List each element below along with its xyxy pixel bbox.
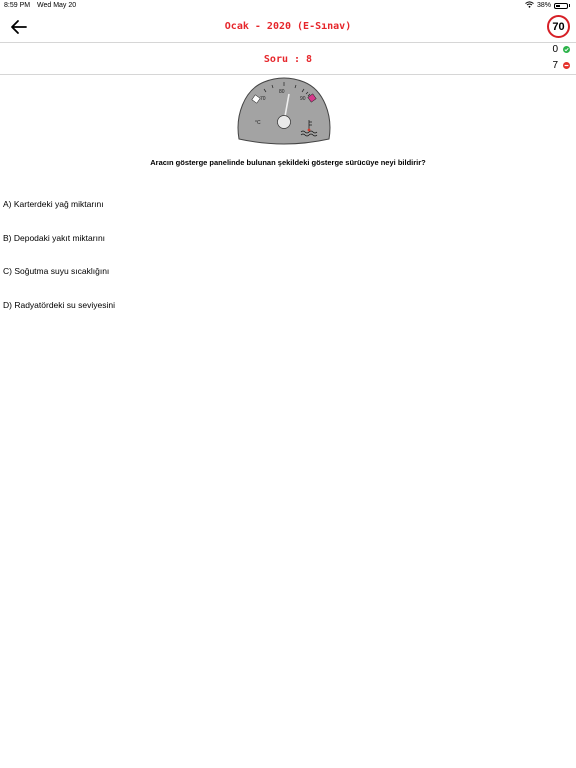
question-number: Soru : 8 [263,54,313,65]
status-bar [0,0,576,12]
gauge-mark-high: 90 [300,96,306,102]
check-icon [563,46,570,53]
wrong-count: 7 [552,60,558,71]
minus-icon [563,62,570,69]
temperature-gauge-image [234,76,334,148]
gauge-unit: °C [255,120,261,126]
question-text: Aracın gösterge panelinde bulunan şekildeki gösterge sürücüye neyi bildirir? [150,158,426,167]
battery-icon [554,3,568,9]
gauge-mark-mid: 80 [279,89,285,95]
correct-counter [552,44,570,55]
question-header [0,42,576,75]
status-indicators [525,1,570,10]
gauge-mark-low: 70 [260,96,266,102]
speed-limit-value: 70 [552,20,565,33]
correct-count: 0 [552,44,558,55]
battery-percent: 38% [536,2,551,9]
answer-option-c[interactable]: C) Soğutma suyu sıcaklığını [3,266,110,276]
battery-tip [569,4,570,7]
navigation-bar [0,12,576,43]
speed-limit-sign-icon[interactable] [547,15,570,38]
answer-option-b[interactable]: B) Depodaki yakıt miktarını [3,233,106,243]
wifi-icon [525,1,534,10]
status-time: 8:59 PM [4,2,31,9]
wrong-counter [552,60,570,71]
status-date: Wed May 20 [37,2,77,9]
answer-option-a[interactable]: A) Karterdeki yağ miktarını [3,199,104,209]
page-title: Ocak - 2020 (E-Sınav) [224,21,352,32]
answer-option-d[interactable]: D) Radyatördeki su seviyesini [3,300,115,310]
